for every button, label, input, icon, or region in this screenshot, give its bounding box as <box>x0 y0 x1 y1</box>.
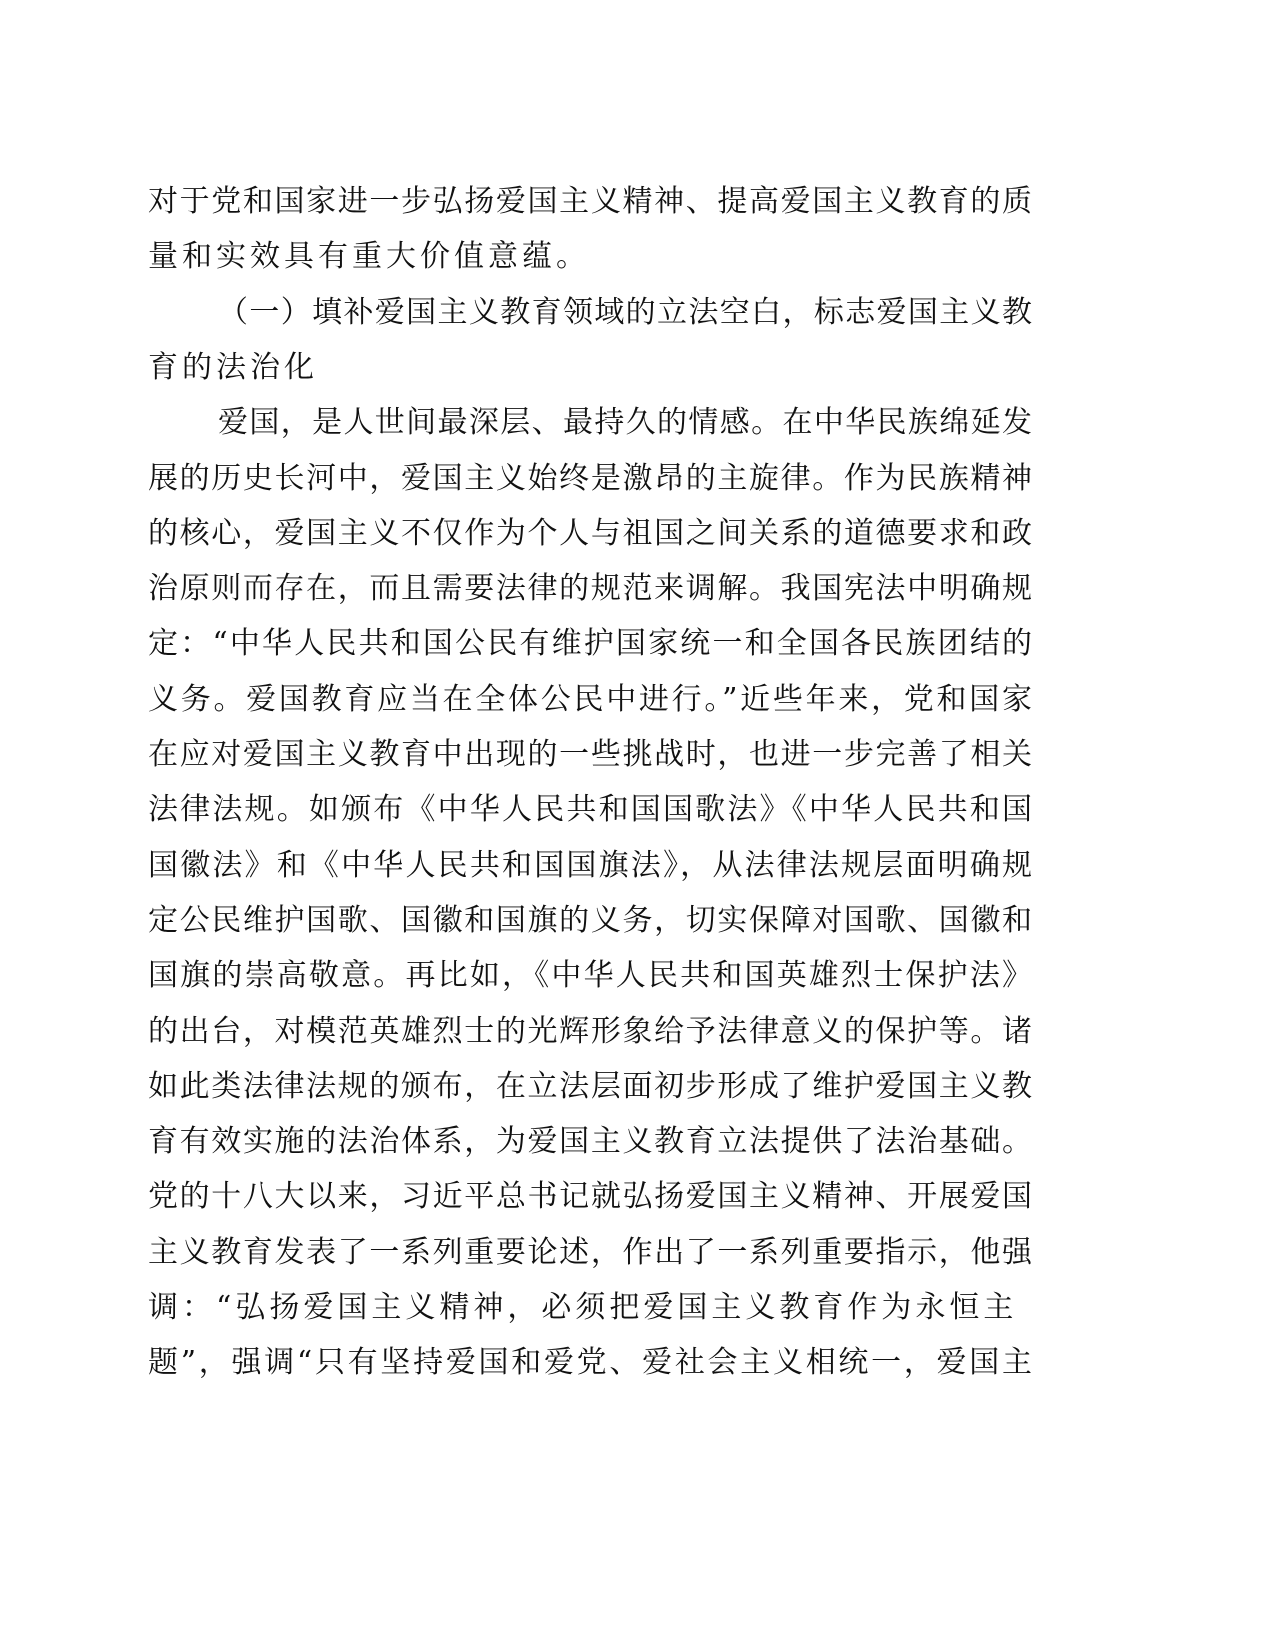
body-text-line: 国徽法》和《中华人民共和国国旗法》，从法律法规层面明确规 <box>148 847 1032 883</box>
body-text-line: 的出台，对模范英雄烈士的光辉形象给予法律意义的保护等。诸 <box>148 1013 1032 1049</box>
body-text-line: 量和实效具有重大价值意蕴。 <box>148 239 590 275</box>
body-text-line: 展的历史长河中，爱国主义始终是激昂的主旋律。作为民族精神 <box>148 460 1032 496</box>
body-text-line: 在应对爱国主义教育中出现的一些挑战时，也进一步完善了相关 <box>148 737 1032 772</box>
body-text-line: 对于党和国家进一步弘扬爱国主义精神、提高爱国主义教育的质 <box>148 184 1032 219</box>
body-text-line: 义务。爱国教育应当在全体公民中进行。”近些年来，党和国家 <box>148 681 1032 717</box>
body-text-line: 题”，强调“只有坚持爱国和爱党、爱社会主义相统一，爱国主 <box>148 1345 1032 1381</box>
body-text-line: 党的十八大以来，习近平总书记就弘扬爱国主义精神、开展爱国 <box>148 1179 1032 1215</box>
body-text-line: 育的法治化 <box>148 349 318 385</box>
body-text-line: 国旗的崇高敬意。再比如，《中华人民共和国英雄烈士保护法》 <box>148 958 1032 994</box>
body-text-line: 如此类法律法规的颁布，在立法层面初步形成了维护爱国主义教 <box>148 1068 1032 1104</box>
body-text-line: 调：“弘扬爱国主义精神，必须把爱国主义教育作为永恒主 <box>148 1290 1018 1325</box>
section-heading-line: （一）填补爱国主义教育领域的立法空白，标志爱国主义教 <box>218 294 1032 330</box>
body-text-line: 育有效实施的法治体系，为爱国主义教育立法提供了法治基础。 <box>148 1124 1032 1160</box>
body-text-line: 爱国，是人世间最深层、最持久的情感。在中华民族绵延发 <box>218 405 1032 441</box>
body-text-line: 法律法规。如颁布《中华人民共和国国歌法》《中华人民共和国 <box>148 792 1032 828</box>
body-text-line: 主义教育发表了一系列重要论述，作出了一系列重要指示，他强 <box>148 1234 1032 1270</box>
body-text-line: 的核心，爱国主义不仅作为个人与祖国之间关系的道德要求和政 <box>148 515 1032 551</box>
body-text-line: 治原则而存在，而且需要法律的规范来调解。我国宪法中明确规 <box>148 571 1032 607</box>
body-text-line: 定：“中华人民共和国公民有维护国家统一和全国各民族团结的 <box>148 626 1032 662</box>
body-text-line: 定公民维护国歌、国徽和国旗的义务，切实保障对国歌、国徽和 <box>148 902 1032 938</box>
